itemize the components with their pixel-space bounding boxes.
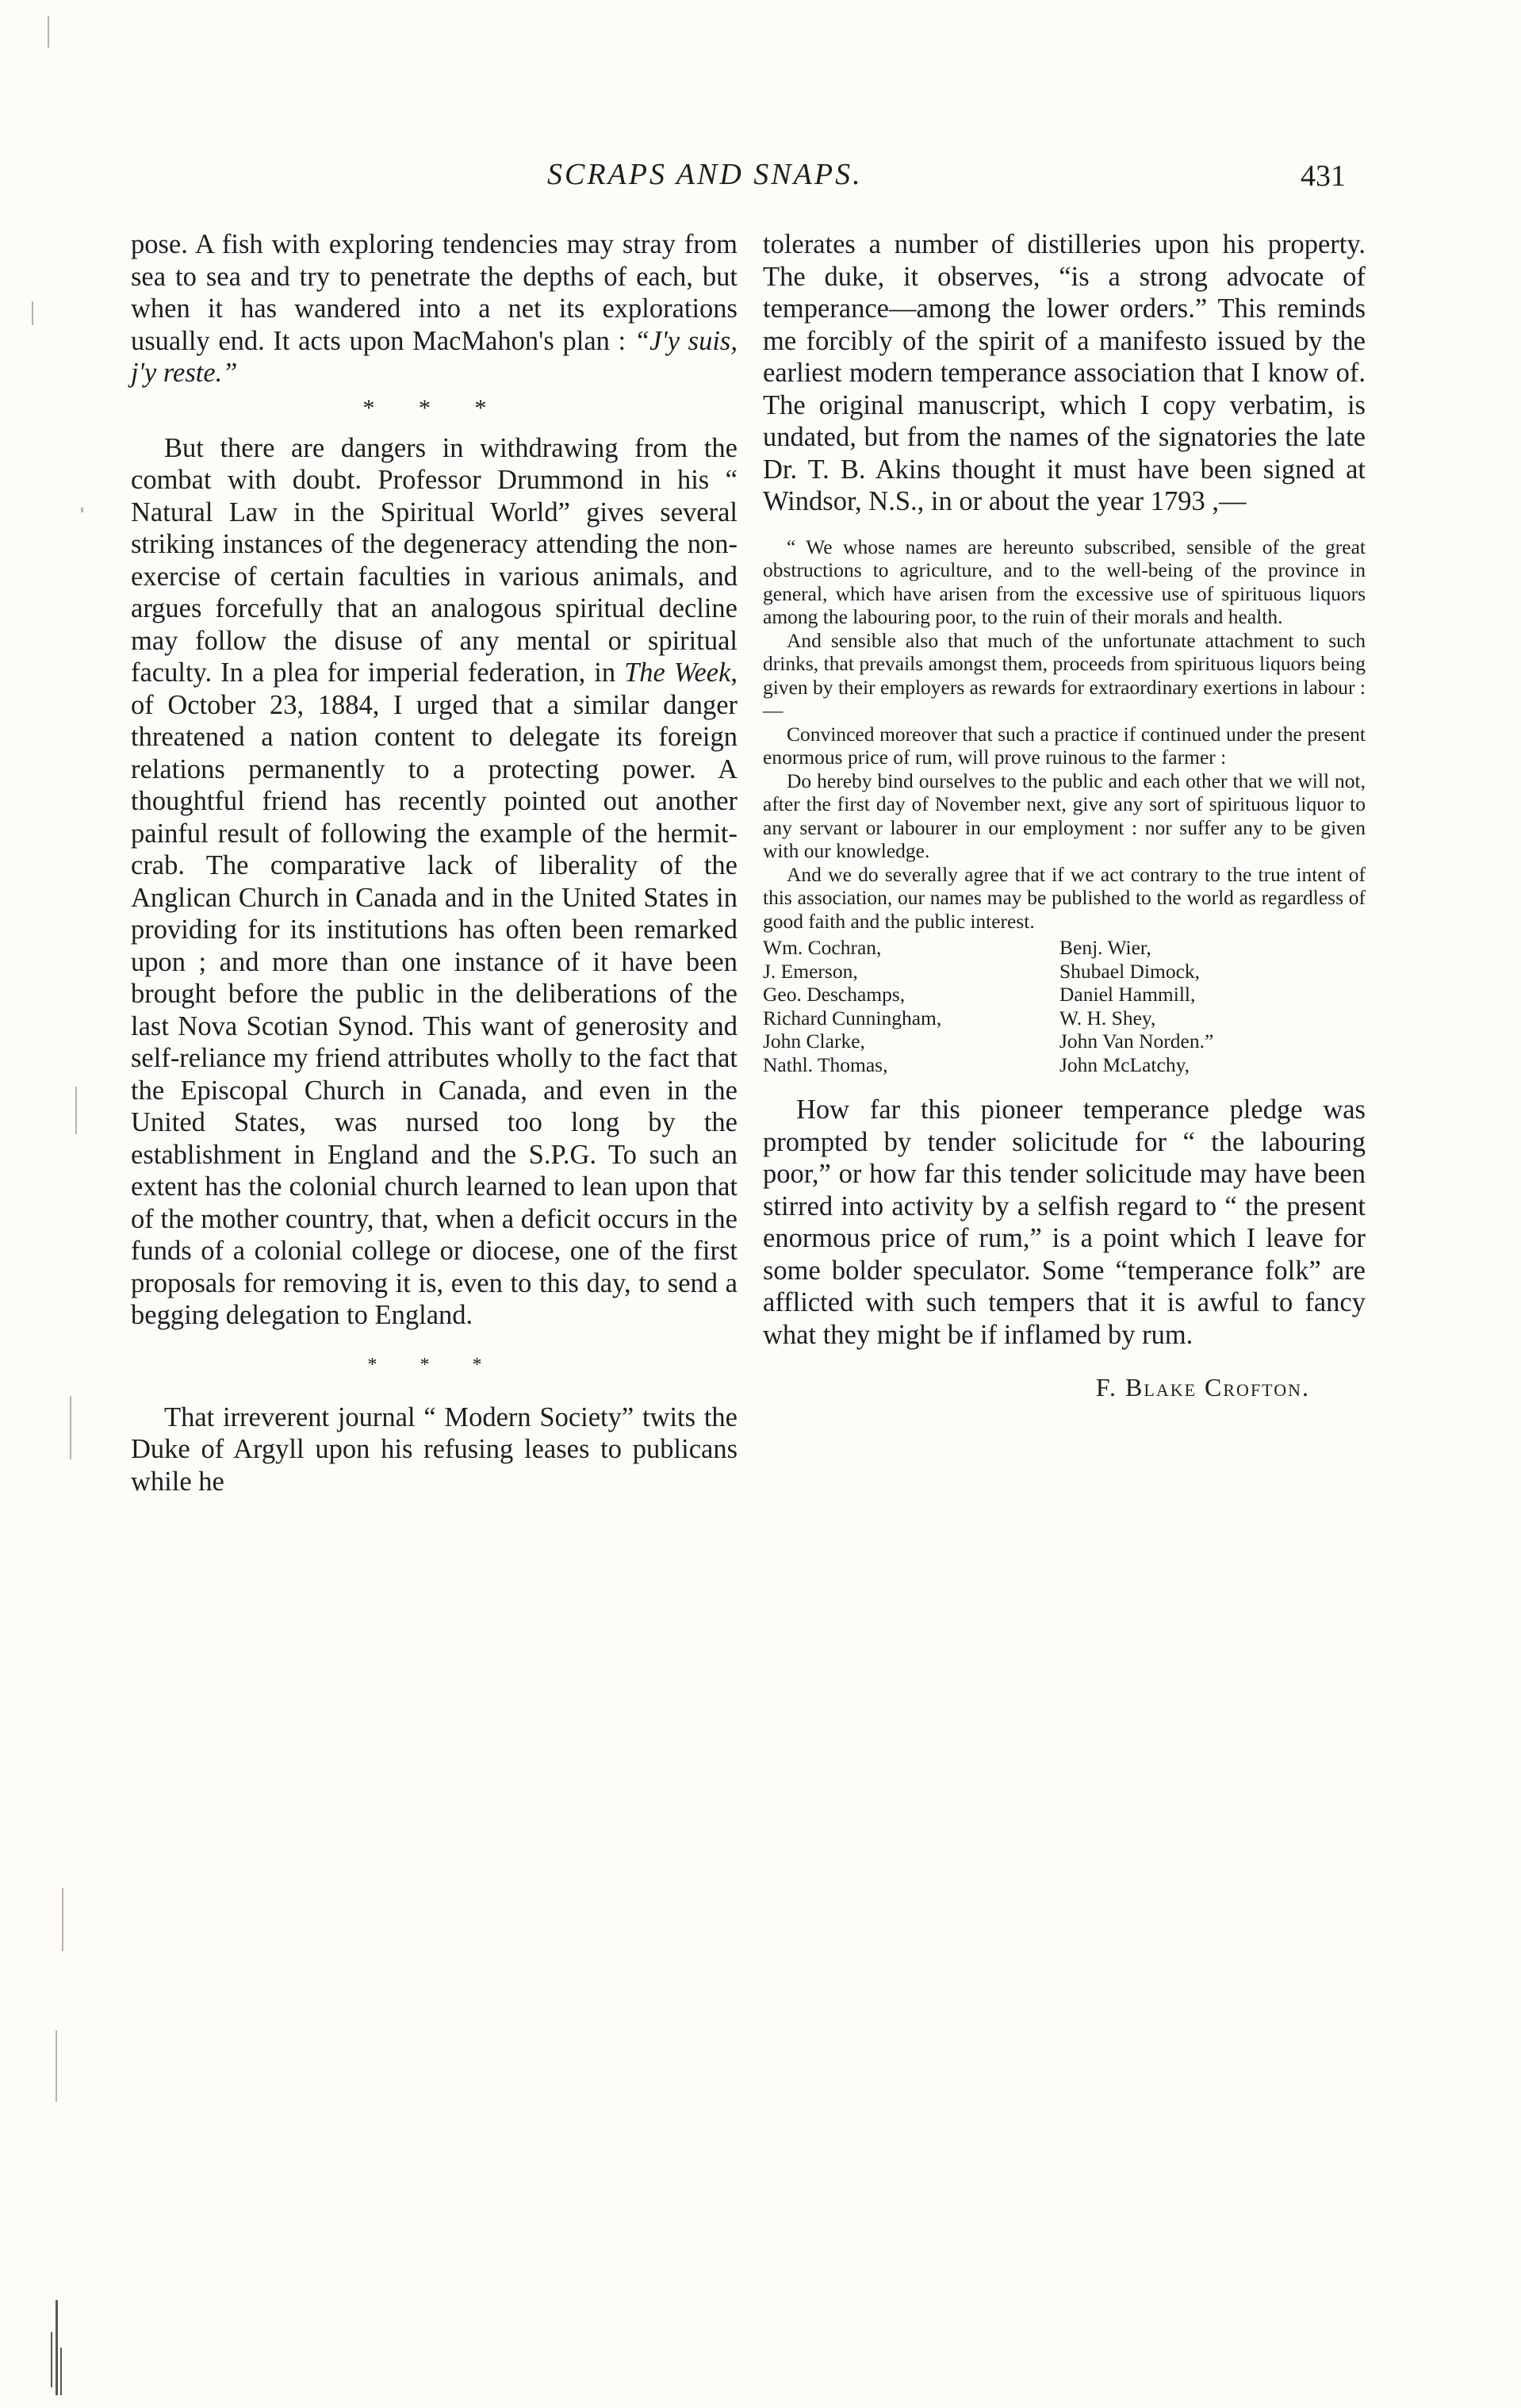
signatory-name: John McLatchy, — [1059, 1053, 1190, 1076]
manifesto-paragraph: “ We whose names are hereunto subscribed, sensible of the great obstructions to agriculture, and to the well-being of the province in general, which have arisen from the excessive use of spirituous liquors among the labouring poor, to the ruin of their morals and health. — [763, 535, 1366, 628]
signatory-name: J. Emerson, — [763, 959, 858, 983]
signatory-name: John Clarke, — [763, 1030, 865, 1053]
paragraph-pledge: How far this pioneer temperance pledge was prompted by tender solicitude for “ the labouring poor,” or how far this tender solicitude may have been stirred into activity by a selfish regard to “ the present enormous price of rum,” is a point which I leave for some bolder speculator. Some “temperance folk” are afflicted with such tempers that it is awful to fancy what they might be if inflamed by rum. — [763, 1095, 1366, 1350]
signatory-name: Benj. Wier, — [1059, 936, 1151, 959]
manifesto-paragraph: Convinced moreover that such a practice if continued under the present enormous price of rum, will prove ruinous to the farmer : — [763, 722, 1366, 769]
section-separator: * * * — [367, 1354, 501, 1375]
right-column — [763, 228, 1366, 1404]
signatory-name: W. H. Shey, — [1059, 1006, 1156, 1030]
signatory-name: John Van Norden.” — [1059, 1030, 1214, 1053]
signatory-name: Nathl. Thomas, — [763, 1053, 888, 1076]
paragraph-fish: pose. A fish with exploring tendencies may stray from sea to sea and try to penetrate the depths of each, but when it has wandered into a net its explorations usually end. It acts upon MacMahon's plan : “J'y suis, j'y reste.” — [131, 229, 738, 388]
journal-title: The Week — [624, 658, 731, 688]
manifesto-paragraph: And we do severally agree that if we act contrary to the true intent of this association, our names may be published to the world as regardless of good faith and the public interest. — [763, 862, 1366, 933]
paragraph-doubt: But there are dangers in withdrawing from the combat with doubt. Professor Drummond in his “ Natural Law in the Spiritual World” gives several striking instances of the degeneracy attending the non-exercise of certain faculties in various animals, and argues forcefully that an analogous spiritual decline may follow the disuse of any mental or spiritual faculty. In a plea for imperial federation, in The Week, of October 23, 1884, I urged that a similar danger threatened a nation content to delegate its foreign relations permanently to a protecting power. A thoughtful friend has recently pointed out another painful result of following the example of the hermit-crab. The comparative lack of liberality of the Anglican Church in Canada and in the United States in providing for its institutions has often been remarked upon ; and more than one instance of it have been brought before the public in the deliberations of the last Nova Scotian Synod. This want of generosity and self-reliance my friend attributes wholly to the fact that the Episcopal Church in Canada, and even in the United States, was nursed too long by the establishment in England and the S.P.G. To such an extent has the colonial church learned to lean upon that of the mother country, that, when a deficit occurs in the funds of a colonial college or diocese, one of the first proposals for removing it is, even to this day, to send a begging delegation to England. — [131, 432, 738, 1330]
signatory-list — [763, 936, 1366, 1076]
left-column — [131, 228, 738, 1497]
signatory-name: Shubael Dimock, — [1059, 959, 1201, 983]
manifesto-quote — [763, 535, 1366, 934]
running-head — [0, 157, 1521, 205]
section-separator: * * * — [362, 394, 506, 421]
author-signature: F. Blake Crofton. — [1095, 1373, 1310, 1401]
manifesto-paragraph: And sensible also that much of the unfortunate attachment to such drinks, that prevails amongst them, proceeds from spirituous liquors being given by their employers as rewards for extraordinary exertions in labour :— — [763, 628, 1366, 722]
signatory-name: Daniel Hammill, — [1059, 983, 1196, 1006]
macmahon-quote: “J'y suis, j'y reste.” — [131, 325, 738, 388]
signatory-name: Richard Cunningham, — [763, 1006, 942, 1030]
running-title: SCRAPS AND SNAPS. — [547, 158, 863, 191]
signatory-name: Wm. Cochran, — [763, 936, 882, 959]
paragraph-duke: tolerates a number of distilleries upon his property. The duke, it observes, “is a strong advocate of temperance—among the lower orders.” This reminds me forcibly of the spirit of a manifesto issued by the earliest modern temperance association that I know of. The original manuscript, which I copy verbatim, is undated, but from the names of the signatories the late Dr. T. B. Akins thought it must have been signed at Windsor, N.S., in or about the year 1793 ,— — [763, 229, 1366, 516]
manifesto-paragraph: Do hereby bind ourselves to the public and each other that we will not, after the first day of November next, give any sort of spirituous liquor to any servant or labourer in our employment : nor suffer any to be given with our knowledge. — [763, 769, 1366, 862]
paragraph-modern-society: That irreverent journal “ Modern Society” twits the Duke of Argyll upon his refusing leases to publicans while he — [131, 1401, 738, 1497]
page-number: 431 — [1301, 159, 1346, 193]
signatory-name: Geo. Deschamps, — [763, 983, 906, 1006]
scan-margin-artifacts — [0, 0, 95, 2408]
